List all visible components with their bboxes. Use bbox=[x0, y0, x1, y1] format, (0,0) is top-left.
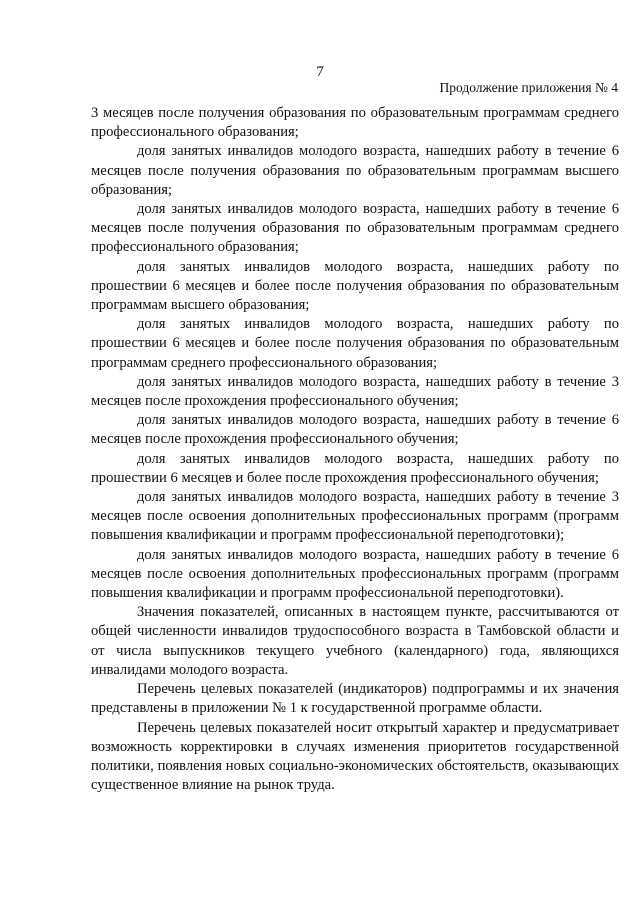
paragraph: доля занятых инвалидов молодого возраста, нашедших работу в течение 6 месяцев после получения образования по образовательным программам среднего профессионального образования; bbox=[91, 201, 619, 256]
paragraph: доля занятых инвалидов молодого возраста, нашедших работу по прошествии 6 месяцев и более после прохождения профессионального обучения; bbox=[91, 450, 619, 486]
paragraph: доля занятых инвалидов молодого возраста, нашедших работу по прошествии 6 месяцев и более после получения образования по образовательным программам высшего образования; bbox=[91, 258, 619, 314]
paragraph: доля занятых инвалидов молодого возраста, нашедших работу по прошествии 6 месяцев и более после получения образования по образовательным программам среднего профессионального образования; bbox=[91, 316, 619, 371]
appendix-continuation-label: Продолжение приложения № 4 bbox=[439, 80, 618, 95]
paragraph: Перечень целевых показателей носит открытый характер и предусматривает возможность корректировки в случаях изменения приоритетов государственной политики, появления новых социально-экономических обстоятельств, оказывающих существенное влияние на рынок труда. bbox=[91, 719, 619, 794]
paragraph: Значения показателей, описанных в настоящем пункте, рассчитываются от общей численности инвалидов трудоспособного возраста в Тамбовской области и от числа выпускников текущего учебного (календарного) года, являющихся инвалидами молодого возраста. bbox=[91, 604, 619, 678]
document-body bbox=[91, 104, 619, 795]
paragraph: доля занятых инвалидов молодого возраста, нашедших работу в течение 3 месяцев после прохождения профессионального обучения; bbox=[91, 373, 619, 410]
paragraph: 3 месяцев после получения образования по образовательным программам среднего профессионального образования; bbox=[91, 105, 619, 141]
paragraph: доля занятых инвалидов молодого возраста, нашедших работу в течение 6 месяцев после получения образования по образовательным программам высшего образования; bbox=[91, 143, 619, 198]
paragraph: доля занятых инвалидов молодого возраста, нашедших работу в течение 6 месяцев после освоения дополнительных профессиональных программ (программ повышения квалификации и программ профессиональной переподготовки). bbox=[91, 546, 619, 602]
paragraph: Перечень целевых показателей (индикаторов) подпрограммы и их значения представлены в приложении № 1 к государственной программе области. bbox=[91, 681, 619, 717]
paragraph: доля занятых инвалидов молодого возраста, нашедших работу в течение 3 месяцев после освоения дополнительных профессиональных программ (программ повышения квалификации и программ профессиональной переподготовки); bbox=[91, 489, 619, 544]
page-number: 7 bbox=[316, 64, 324, 80]
paragraph: доля занятых инвалидов молодого возраста, нашедших работу в течение 6 месяцев после прохождения профессионального обучения; bbox=[91, 412, 619, 448]
